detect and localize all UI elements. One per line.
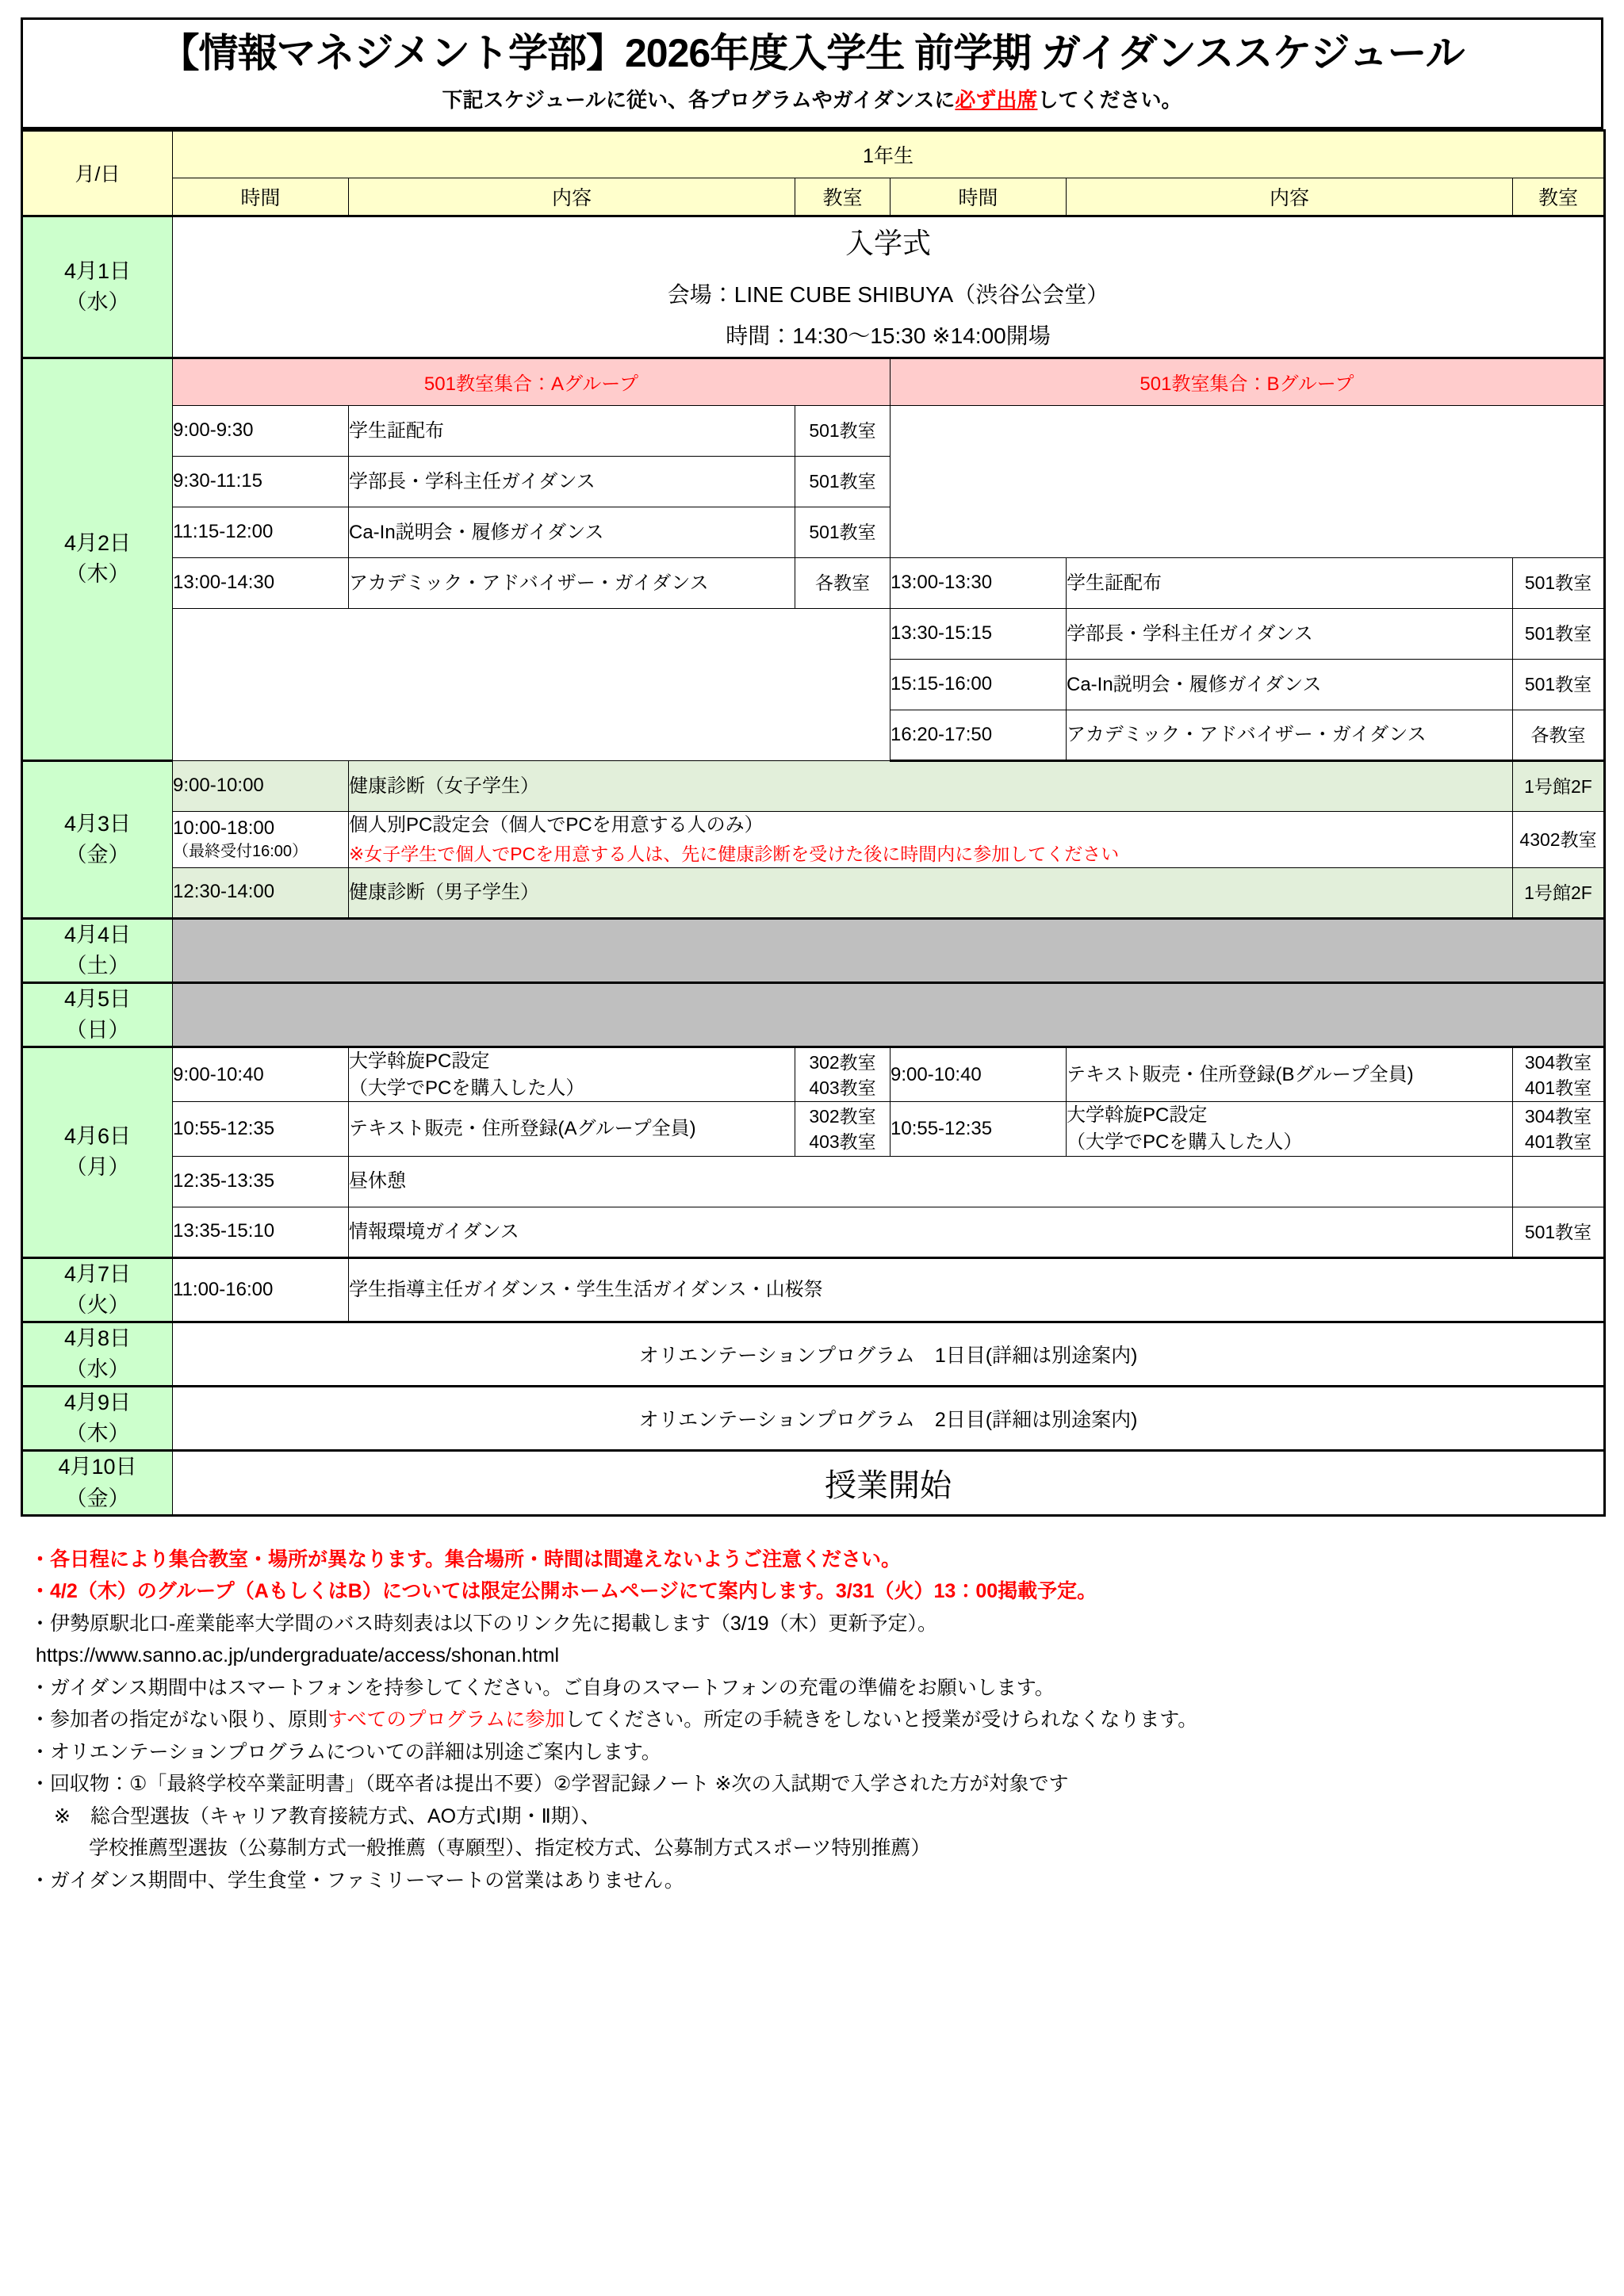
room-cell-b: 501教室 xyxy=(1513,608,1605,659)
time-cell-b: 9:00-10:40 xyxy=(891,1047,1067,1102)
footnote-6-emphasis: すべてのプログラムに参加 xyxy=(327,1709,565,1732)
table-row-apr3-2 xyxy=(22,811,1605,867)
content-cell: 学部長・学科主任ガイダンス xyxy=(349,456,795,507)
time-cell-b: 16:20-17:50 xyxy=(891,710,1067,760)
room-cell: 4302教室 xyxy=(1513,811,1605,867)
ceremony-title: 入学式 xyxy=(845,226,931,259)
room-cell: 501教室 xyxy=(1513,1207,1605,1257)
content-cell: アカデミック・アドバイザー・ガイダンス xyxy=(349,557,795,608)
date-line-2: （火） xyxy=(65,1292,130,1317)
date-line-2: （金） xyxy=(65,842,130,867)
content-line-1: 大学斡旋PC設定 xyxy=(1067,1104,1208,1127)
time-cell: 9:00-9:30 xyxy=(173,405,349,456)
date-line-1: 4月7日 xyxy=(63,1261,132,1286)
time-cell: 12:35-13:35 xyxy=(173,1156,349,1207)
room-line-1: 302教室 xyxy=(809,1051,876,1073)
table-header-row-top xyxy=(22,130,1605,178)
empty-b-block xyxy=(891,405,1605,557)
footnote-3: ・伊勢原駅北口-産業能率大学間のバス時刻表は以下のリンク先に掲載します（3/19（木）更新予定）。 xyxy=(30,1612,937,1635)
table-header-row-sub xyxy=(22,178,1605,216)
footnotes-block xyxy=(21,1544,1603,1897)
subtitle-text-post: してください。 xyxy=(1037,87,1182,112)
content-line-2: （大学でPCを購入した人） xyxy=(349,1077,585,1099)
time-cell xyxy=(173,811,349,867)
header-time-a: 時間 xyxy=(173,178,349,216)
time-cell: 13:00-14:30 xyxy=(173,557,349,608)
date-line-1: 4月8日 xyxy=(63,1326,132,1350)
header-grade-label: 1年生 xyxy=(173,130,1605,178)
time-cell: 10:55-12:35 xyxy=(173,1102,349,1156)
header-room-a: 教室 xyxy=(795,178,891,216)
table-row-apr4 xyxy=(22,918,1605,982)
room-cell: 1号館2F xyxy=(1513,867,1605,918)
header-room-b: 教室 xyxy=(1513,178,1605,216)
entrance-ceremony-cell xyxy=(173,216,1605,358)
time-cell: 11:00-16:00 xyxy=(173,1257,349,1322)
footnote-7: ・オリエンテーションプログラムについての詳細は別途ご案内します。 xyxy=(30,1740,661,1763)
date-line-2: （水） xyxy=(65,1357,130,1382)
time-cell: 9:30-11:15 xyxy=(173,456,349,507)
time-main: 10:00-18:00 xyxy=(173,817,275,840)
page-subtitle xyxy=(31,88,1593,113)
table-row-apr3-1 xyxy=(22,760,1605,811)
footnote-10: 学校推薦型選抜（公募制方式一般推薦（専願型）、指定校方式、公募制方式スポーツ特別推薦） xyxy=(89,1837,931,1860)
table-row-apr7 xyxy=(22,1257,1605,1322)
content-cell: テキスト販売・住所登録(Aグループ全員) xyxy=(349,1102,795,1156)
date-line-1: 4月10日 xyxy=(58,1455,137,1479)
room-line-2: 403教室 xyxy=(809,1131,876,1152)
orientation-day2-cell: オリエンテーションプログラム 2日目(詳細は別途案内) xyxy=(173,1387,1605,1451)
room-cell: 501教室 xyxy=(795,405,891,456)
content-warning-note: ※女子学生で個人でPCを用意する人は、先に健康診断を受けた後に時間内に参加してください xyxy=(349,844,1120,865)
orientation-day1-cell: オリエンテーションプログラム 1日目(詳細は別途案内) xyxy=(173,1322,1605,1386)
time-cell-b: 15:15-16:00 xyxy=(891,659,1067,710)
time-cell-b: 13:30-15:15 xyxy=(891,608,1067,659)
content-line-1: 大学斡旋PC設定 xyxy=(349,1050,490,1073)
content-cell: 昼休憩 xyxy=(349,1156,1513,1207)
time-subnote: （最終受付16:00） xyxy=(173,843,308,861)
footnote-11: ・ガイダンス期間中、学生食堂・ファミリーマートの営業はありません。 xyxy=(30,1869,684,1892)
table-row-apr9 xyxy=(22,1387,1605,1451)
header-date-column: 月/日 xyxy=(22,130,173,216)
content-cell: 学生証配布 xyxy=(349,405,795,456)
time-cell: 9:00-10:00 xyxy=(173,760,349,811)
room-line-1: 302教室 xyxy=(809,1105,876,1127)
table-row-apr2-b2 xyxy=(22,608,1605,659)
table-row-apr10 xyxy=(22,1451,1605,1515)
group-band-b: 501教室集合：Bグループ xyxy=(891,358,1605,405)
subtitle-emphasis: 必ず出席 xyxy=(955,87,1038,112)
title-block xyxy=(21,17,1603,129)
weekend-empty-cell xyxy=(173,982,1605,1047)
date-cell-apr8 xyxy=(22,1322,173,1386)
content-cell-b: 学生証配布 xyxy=(1067,557,1513,608)
subtitle-text-pre: 下記スケジュールに従い、各プログラムやガイダンスに xyxy=(442,87,956,112)
header-content-a: 内容 xyxy=(349,178,795,216)
content-line-2: （大学でPCを購入した人） xyxy=(1067,1131,1303,1153)
date-line-1: 4月6日 xyxy=(63,1124,132,1149)
table-row-apr6-1 xyxy=(22,1047,1605,1102)
classes-begin-cell: 授業開始 xyxy=(173,1451,1605,1515)
time-cell: 11:15-12:00 xyxy=(173,507,349,557)
room-cell: 各教室 xyxy=(795,557,891,608)
table-row-apr6-3 xyxy=(22,1156,1605,1207)
date-line-1: 4月2日 xyxy=(63,531,132,556)
room-cell xyxy=(795,1102,891,1156)
footnote-1: ・各日程により集合教室・場所が異なります。集合場所・時間は間違えないようご注意ください。 xyxy=(30,1548,902,1571)
room-cell: 501教室 xyxy=(795,456,891,507)
footnote-5: ・ガイダンス期間中はスマートフォンを持参してください。ご自身のスマートフォンの充電の準備をお願いします。 xyxy=(30,1676,1055,1699)
empty-a-block xyxy=(173,608,891,760)
date-line-2: （木） xyxy=(65,562,130,587)
content-cell xyxy=(349,1047,795,1102)
footnote-6-post: してください。所定の手続きをしないと授業が受けられなくなります。 xyxy=(565,1709,1198,1732)
date-line-2: （木） xyxy=(65,1422,130,1446)
table-row-apr2-a4b1 xyxy=(22,557,1605,608)
content-cell-b: 学部長・学科主任ガイダンス xyxy=(1067,608,1513,659)
ceremony-time: 時間：14:30〜15:30 ※14:00開場 xyxy=(726,323,1051,349)
schedule-table xyxy=(21,129,1606,1517)
content-cell: 健康診断（女子学生） xyxy=(349,760,1513,811)
content-cell-b: アカデミック・アドバイザー・ガイダンス xyxy=(1067,710,1513,760)
date-line-1: 4月1日 xyxy=(63,258,132,283)
page-title: 【情報マネジメント学部】2026年度入学生 前学期 ガイダンススケジュール xyxy=(159,31,1465,75)
date-cell-apr2 xyxy=(22,358,173,760)
room-line-1: 304教室 xyxy=(1524,1051,1592,1073)
table-row-apr1 xyxy=(22,216,1605,358)
date-cell-apr6 xyxy=(22,1047,173,1257)
date-cell-apr10 xyxy=(22,1451,173,1515)
room-cell-b: 各教室 xyxy=(1513,710,1605,760)
time-cell: 13:35-15:10 xyxy=(173,1207,349,1257)
footnote-6-pre: ・参加者の指定がない限り、原則 xyxy=(30,1709,328,1732)
date-line-1: 4月5日 xyxy=(63,986,132,1011)
room-line-2: 401教室 xyxy=(1524,1077,1592,1098)
date-line-1: 4月9日 xyxy=(63,1391,132,1415)
date-cell-apr4 xyxy=(22,918,173,982)
weekend-empty-cell xyxy=(173,918,1605,982)
room-line-2: 403教室 xyxy=(809,1077,876,1098)
header-content-b: 内容 xyxy=(1067,178,1513,216)
header-time-b: 時間 xyxy=(891,178,1067,216)
time-cell-b: 10:55-12:35 xyxy=(891,1102,1067,1156)
room-cell: 501教室 xyxy=(795,507,891,557)
content-cell-b xyxy=(1067,1102,1513,1156)
footnote-8: ・回収物：①「最終学校卒業証明書」（既卒者は提出不要）②学習記録ノート ※次の入試期で入学された方が対象です xyxy=(30,1773,1069,1796)
room-cell xyxy=(795,1047,891,1102)
date-cell-apr7 xyxy=(22,1257,173,1322)
date-cell-apr3 xyxy=(22,760,173,918)
date-line-2: （月） xyxy=(65,1155,130,1180)
date-line-2: （土） xyxy=(65,953,130,978)
content-cell: 学生指導主任ガイダンス・学生生活ガイダンス・山桜祭 xyxy=(349,1257,1605,1322)
table-row-apr6-4 xyxy=(22,1207,1605,1257)
room-cell: 1号館2F xyxy=(1513,760,1605,811)
date-cell-apr9 xyxy=(22,1387,173,1451)
room-line-2: 401教室 xyxy=(1524,1131,1592,1152)
time-cell: 12:30-14:00 xyxy=(173,867,349,918)
table-row-apr3-3 xyxy=(22,867,1605,918)
room-cell-b: 501教室 xyxy=(1513,557,1605,608)
date-cell-apr1 xyxy=(22,216,173,358)
footnote-url[interactable]: https://www.sanno.ac.jp/undergraduate/access/shonan.html xyxy=(30,1644,560,1667)
date-line-1: 4月3日 xyxy=(63,811,132,836)
content-cell-b: テキスト販売・住所登録(Bグループ全員) xyxy=(1067,1047,1513,1102)
time-cell-b: 13:00-13:30 xyxy=(891,557,1067,608)
group-band-a: 501教室集合：Aグループ xyxy=(173,358,891,405)
content-main: 個人別PC設定会（個人でPCを用意する人のみ） xyxy=(349,813,764,836)
table-row-apr5 xyxy=(22,982,1605,1047)
footnote-2: ・4/2（木）のグループ（AもしくはB）については限定公開ホームページにて案内します。3/31（火）13：00掲載予定。 xyxy=(30,1580,1097,1603)
content-cell: 情報環境ガイダンス xyxy=(349,1207,1513,1257)
date-line-2: （水） xyxy=(65,289,130,314)
footnote-9: ※ 総合型選抜（キャリア教育接続方式、AO方式Ⅰ期・Ⅱ期）、 xyxy=(54,1804,601,1827)
footnote-6 xyxy=(30,1704,1603,1736)
date-line-2: （日） xyxy=(65,1018,130,1043)
content-cell: Ca-In説明会・履修ガイダンス xyxy=(349,507,795,557)
content-cell-b: Ca-In説明会・履修ガイダンス xyxy=(1067,659,1513,710)
content-cell: 健康診断（男子学生） xyxy=(349,867,1513,918)
table-row-apr2-a1 xyxy=(22,405,1605,456)
room-cell-b xyxy=(1513,1102,1605,1156)
content-cell xyxy=(349,811,1513,867)
room-cell-b xyxy=(1513,1047,1605,1102)
table-row-apr6-2 xyxy=(22,1102,1605,1156)
room-cell-b: 501教室 xyxy=(1513,659,1605,710)
date-line-1: 4月4日 xyxy=(63,922,132,947)
ceremony-venue: 会場：LINE CUBE SHIBUYA（渋谷公会堂） xyxy=(667,282,1109,308)
room-line-1: 304教室 xyxy=(1524,1105,1592,1127)
date-cell-apr5 xyxy=(22,982,173,1047)
time-cell: 9:00-10:40 xyxy=(173,1047,349,1102)
table-row-apr2-groupband xyxy=(22,358,1605,405)
room-cell xyxy=(1513,1156,1605,1207)
table-row-apr8 xyxy=(22,1322,1605,1386)
date-line-2: （金） xyxy=(65,1486,130,1510)
